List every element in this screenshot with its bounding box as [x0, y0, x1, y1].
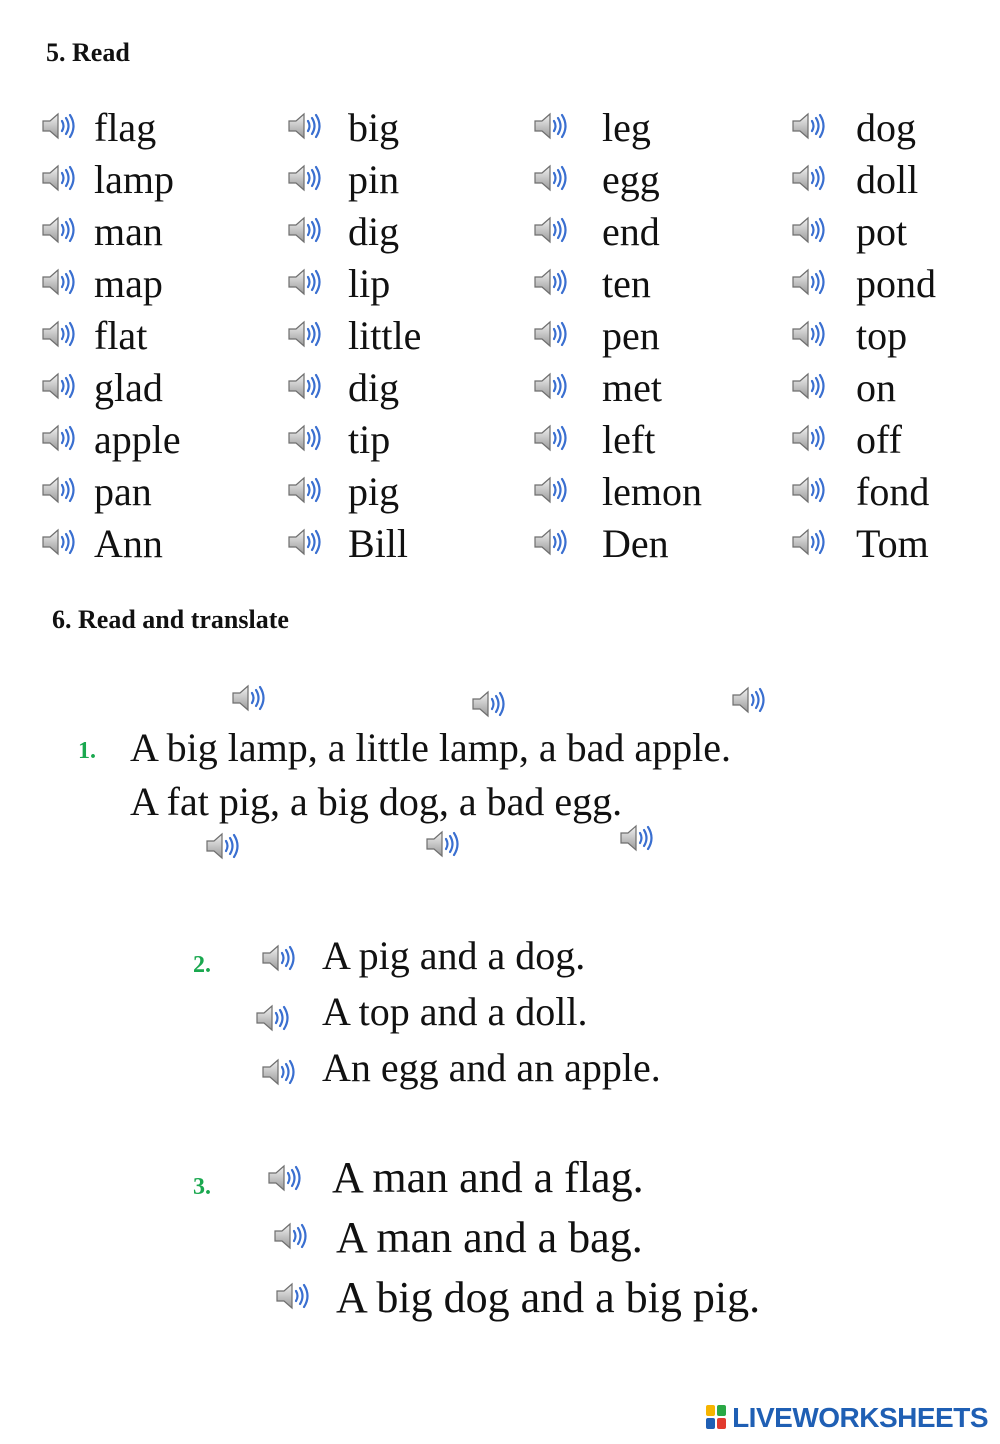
speaker-icon[interactable]: [532, 526, 570, 558]
speaker-icon[interactable]: [286, 214, 324, 246]
liveworksheets-logo[interactable]: [706, 1400, 988, 1436]
speaker-icon[interactable]: [40, 526, 78, 558]
speaker-icon[interactable]: [40, 266, 78, 298]
section-6-title: 6. Read and translate: [52, 605, 289, 634]
speaker-icon[interactable]: [790, 422, 828, 454]
word-item: egg: [602, 157, 660, 202]
word-item: lip: [348, 261, 391, 306]
word-item: Ann: [94, 521, 163, 566]
speaker-icon[interactable]: [532, 110, 570, 142]
word-item: Bill: [348, 521, 409, 566]
speaker-icon[interactable]: [40, 318, 78, 350]
word-item: pin: [348, 157, 400, 202]
speaker-icon[interactable]: [532, 422, 570, 454]
exercise-number: 2.: [193, 952, 211, 978]
sentence-line: A man and a flag.: [332, 1153, 644, 1202]
speaker-icon[interactable]: [286, 162, 324, 194]
speaker-icon[interactable]: [532, 214, 570, 246]
exercise-number: 1.: [78, 738, 96, 764]
word-item: ten: [602, 261, 651, 306]
speaker-icon[interactable]: [532, 162, 570, 194]
speaker-icon[interactable]: [790, 526, 828, 558]
sentence-line: A man and a bag.: [336, 1213, 643, 1262]
word-item: Den: [602, 521, 669, 566]
speaker-icon[interactable]: [40, 422, 78, 454]
speaker-icon[interactable]: [40, 214, 78, 246]
speaker-icon[interactable]: [790, 266, 828, 298]
speaker-icon[interactable]: [230, 682, 268, 714]
word-item: lamp: [94, 157, 174, 202]
speaker-icon[interactable]: [532, 318, 570, 350]
logo-mark-icon: [706, 1405, 728, 1431]
word-item: off: [856, 417, 902, 462]
word-item: end: [602, 209, 660, 254]
speaker-icon[interactable]: [286, 110, 324, 142]
word-item: lemon: [602, 469, 702, 514]
word-item: little: [348, 313, 422, 358]
speaker-icon[interactable]: [286, 474, 324, 506]
word-item: pig: [348, 469, 400, 514]
speaker-icon[interactable]: [790, 162, 828, 194]
speaker-icon[interactable]: [274, 1280, 312, 1312]
speaker-icon[interactable]: [286, 266, 324, 298]
speaker-icon[interactable]: [272, 1220, 310, 1252]
word-item: big: [348, 105, 400, 150]
word-item: met: [602, 365, 662, 410]
word-item: Tom: [856, 521, 929, 566]
speaker-icon[interactable]: [470, 688, 508, 720]
word-item: leg: [602, 105, 651, 150]
word-item: apple: [94, 417, 181, 462]
speaker-icon[interactable]: [790, 110, 828, 142]
speaker-icon[interactable]: [618, 822, 656, 854]
sentence-line: A big dog and a big pig.: [336, 1273, 761, 1322]
word-item: pot: [856, 209, 908, 254]
word-item: left: [602, 417, 656, 462]
brand-name: LIVEWORKSHEETS: [732, 1402, 988, 1433]
word-item: doll: [856, 157, 919, 202]
speaker-icon[interactable]: [286, 422, 324, 454]
word-item: glad: [94, 365, 163, 410]
word-item: dig: [348, 209, 400, 254]
word-item: pan: [94, 469, 152, 514]
speaker-icon[interactable]: [40, 474, 78, 506]
speaker-icon[interactable]: [260, 1056, 298, 1088]
word-item: top: [856, 313, 908, 358]
speaker-icon[interactable]: [790, 318, 828, 350]
speaker-icon[interactable]: [790, 370, 828, 402]
speaker-icon[interactable]: [532, 266, 570, 298]
word-item: tip: [348, 417, 391, 462]
speaker-icon[interactable]: [424, 828, 462, 860]
section-5-title: 5. Read: [46, 38, 130, 67]
sentence-line: A top and a doll.: [322, 989, 588, 1034]
word-item: fond: [856, 469, 930, 514]
word-item: map: [94, 261, 163, 306]
speaker-icon[interactable]: [790, 474, 828, 506]
sentence-line: A big lamp, a little lamp, a bad apple.: [130, 725, 731, 770]
exercise-number: 3.: [193, 1174, 211, 1200]
speaker-icon[interactable]: [260, 942, 298, 974]
speaker-icon[interactable]: [204, 830, 242, 862]
speaker-icon[interactable]: [40, 162, 78, 194]
speaker-icon[interactable]: [790, 214, 828, 246]
speaker-icon[interactable]: [40, 370, 78, 402]
word-item: pen: [602, 313, 660, 358]
speaker-icon[interactable]: [730, 684, 768, 716]
sentence-line: A pig and a dog.: [322, 933, 586, 978]
speaker-icon[interactable]: [40, 110, 78, 142]
speaker-icon[interactable]: [286, 370, 324, 402]
word-item: dog: [856, 105, 916, 150]
sentence-line: A fat pig, a big dog, a bad egg.: [130, 779, 623, 824]
word-item: on: [856, 365, 896, 410]
word-item: flag: [94, 105, 157, 150]
speaker-icon[interactable]: [532, 370, 570, 402]
sentence-line: An egg and an apple.: [322, 1045, 661, 1090]
speaker-icon[interactable]: [286, 318, 324, 350]
word-item: dig: [348, 365, 400, 410]
word-item: man: [94, 209, 163, 254]
word-item: flat: [94, 313, 148, 358]
speaker-icon[interactable]: [266, 1162, 304, 1194]
word-item: pond: [856, 261, 936, 306]
speaker-icon[interactable]: [532, 474, 570, 506]
speaker-icon[interactable]: [286, 526, 324, 558]
speaker-icon[interactable]: [254, 1002, 292, 1034]
